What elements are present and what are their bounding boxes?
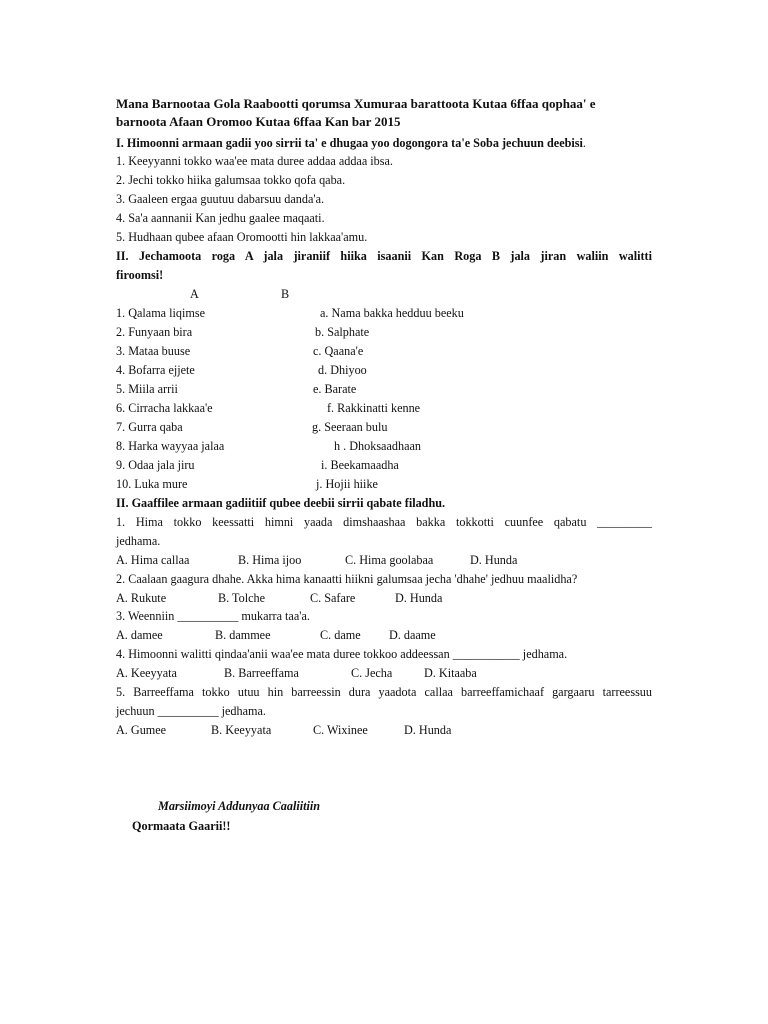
true-false-item: 3. Gaaleen ergaa guutuu dabarsuu danda'a. bbox=[116, 192, 325, 206]
question-5-option: A. Gumee bbox=[116, 723, 167, 737]
matching-left-item: 2. Funyaan bira bbox=[116, 325, 193, 339]
question-3: 3. Weenniin __________ mukarra taa'a. bbox=[116, 609, 310, 623]
column-a-header: A bbox=[190, 287, 199, 301]
true-false-item: 5. Hudhaan qubee afaan Oromootti hin lakkaa'amu. bbox=[116, 230, 368, 244]
section-1-heading-period: . bbox=[582, 136, 586, 150]
true-false-item: 2. Jechi tokko hiika galumsaa tokko qofa qaba. bbox=[116, 173, 346, 187]
matching-right-item: d. Dhiyoo bbox=[318, 363, 367, 377]
footer-good-exam: Qormaata Gaarii!! bbox=[132, 819, 231, 833]
question-2-option: B. Tolche bbox=[218, 591, 265, 605]
section-2-heading-line-2: firoomsi! bbox=[116, 268, 164, 282]
true-false-item: 4. Sa'a aannanii Kan jedhu gaalee maqaati. bbox=[116, 211, 325, 225]
question-4: 4. Himoonni walitti qindaa'anii waa'ee mata duree tokkoo addeessan ___________ jedhama. bbox=[116, 647, 568, 661]
matching-right-item: h . Dhoksaadhaan bbox=[334, 439, 421, 453]
question-2-option: C. Safare bbox=[310, 591, 356, 605]
question-3-option: D. daame bbox=[389, 628, 436, 642]
question-3-option: B. dammee bbox=[215, 628, 271, 642]
question-1-option: C. Hima goolabaa bbox=[345, 553, 434, 567]
matching-right-item: j. Hojii hiike bbox=[316, 477, 378, 491]
matching-left-item: 5. Miila arrii bbox=[116, 382, 178, 396]
matching-left-item: 10. Luka mure bbox=[116, 477, 188, 491]
question-5-option: D. Hunda bbox=[404, 723, 452, 737]
matching-right-item: f. Rakkinatti kenne bbox=[327, 401, 421, 415]
section-1-heading bbox=[116, 135, 586, 151]
matching-right-item: e. Barate bbox=[313, 382, 357, 396]
matching-left-item: 4. Bofarra ejjete bbox=[116, 363, 195, 377]
question-1-option: B. Hima ijoo bbox=[238, 553, 302, 567]
matching-right-item: b. Salphate bbox=[315, 325, 370, 339]
document-title-line-1: Mana Barnootaa Gola Raabootti qorumsa Xumuraa barattoota Kutaa 6ffaa qophaa' e bbox=[116, 96, 596, 111]
question-4-option: B. Barreeffama bbox=[224, 666, 299, 680]
matching-left-item: 8. Harka wayyaa jalaa bbox=[116, 439, 225, 453]
question-1-option: D. Hunda bbox=[470, 553, 518, 567]
question-5-line-1: 5. Barreeffama tokko utuu hin barreessin dura yaadota callaa barreeffamichaaf gargaaru tarreessuu bbox=[116, 685, 652, 699]
question-2: 2. Caalaan gaagura dhahe. Akka hima kanaatti hiikni galumsaa jecha 'dhahe' jedhuu maalidha? bbox=[116, 572, 578, 586]
question-4-option: C. Jecha bbox=[351, 666, 393, 680]
matching-left-item: 6. Cirracha lakkaa'e bbox=[116, 401, 213, 415]
matching-right-item: i. Beekamaadha bbox=[321, 458, 399, 472]
question-2-option: A. Rukute bbox=[116, 591, 167, 605]
matching-right-item: a. Nama bakka hedduu beeku bbox=[320, 306, 464, 320]
section-3-heading: II. Gaaffilee armaan gadiitiif qubee deebii sirrii qabate filadhu. bbox=[116, 496, 446, 510]
matching-left-item: 3. Mataa buuse bbox=[116, 344, 191, 358]
question-5-option: C. Wixinee bbox=[313, 723, 368, 737]
question-1-line-1: 1. Hima tokko keessatti himni yaada dimshaashaa bakka tokkotti cuunfee qabatu _________ bbox=[116, 515, 652, 529]
question-5-option: B. Keeyyata bbox=[211, 723, 272, 737]
section-1-heading-text: I. Himoonni armaan gadii yoo sirrii ta' e dhugaa yoo dogongora ta'e Soba jechuun deebisi bbox=[116, 136, 583, 150]
footer-wish: Marsiimoyi Addunyaa Caaliitiin bbox=[158, 799, 321, 813]
question-5-line-2: jechuun __________ jedhama. bbox=[116, 704, 266, 718]
true-false-item: 1. Keeyyanni tokko waa'ee mata duree addaa addaa ibsa. bbox=[116, 154, 393, 168]
question-4-option: A. Keeyyata bbox=[116, 666, 177, 680]
matching-right-item: g. Seeraan bulu bbox=[312, 420, 388, 434]
question-4-option: D. Kitaaba bbox=[424, 666, 477, 680]
matching-left-item: 9. Odaa jala jiru bbox=[116, 458, 195, 472]
matching-left-item: 1. Qalama liqimse bbox=[116, 306, 206, 320]
column-b-header: B bbox=[281, 287, 290, 301]
question-2-option: D. Hunda bbox=[395, 591, 443, 605]
matching-right-item: c. Qaana'e bbox=[313, 344, 364, 358]
matching-left-item: 7. Gurra qaba bbox=[116, 420, 183, 434]
question-3-option: C. dame bbox=[320, 628, 361, 642]
question-1-line-2: jedhama. bbox=[116, 534, 161, 548]
document-title-line-2: barnoota Afaan Oromoo Kutaa 6ffaa Kan bar 2015 bbox=[116, 114, 401, 129]
question-1-option: A. Hima callaa bbox=[116, 553, 190, 567]
section-2-heading-line-1: II. Jechamoota roga A jala jiraniif hiika isaanii Kan Roga B jala jiran waliin walitti bbox=[116, 249, 652, 263]
question-3-option: A. damee bbox=[116, 628, 163, 642]
